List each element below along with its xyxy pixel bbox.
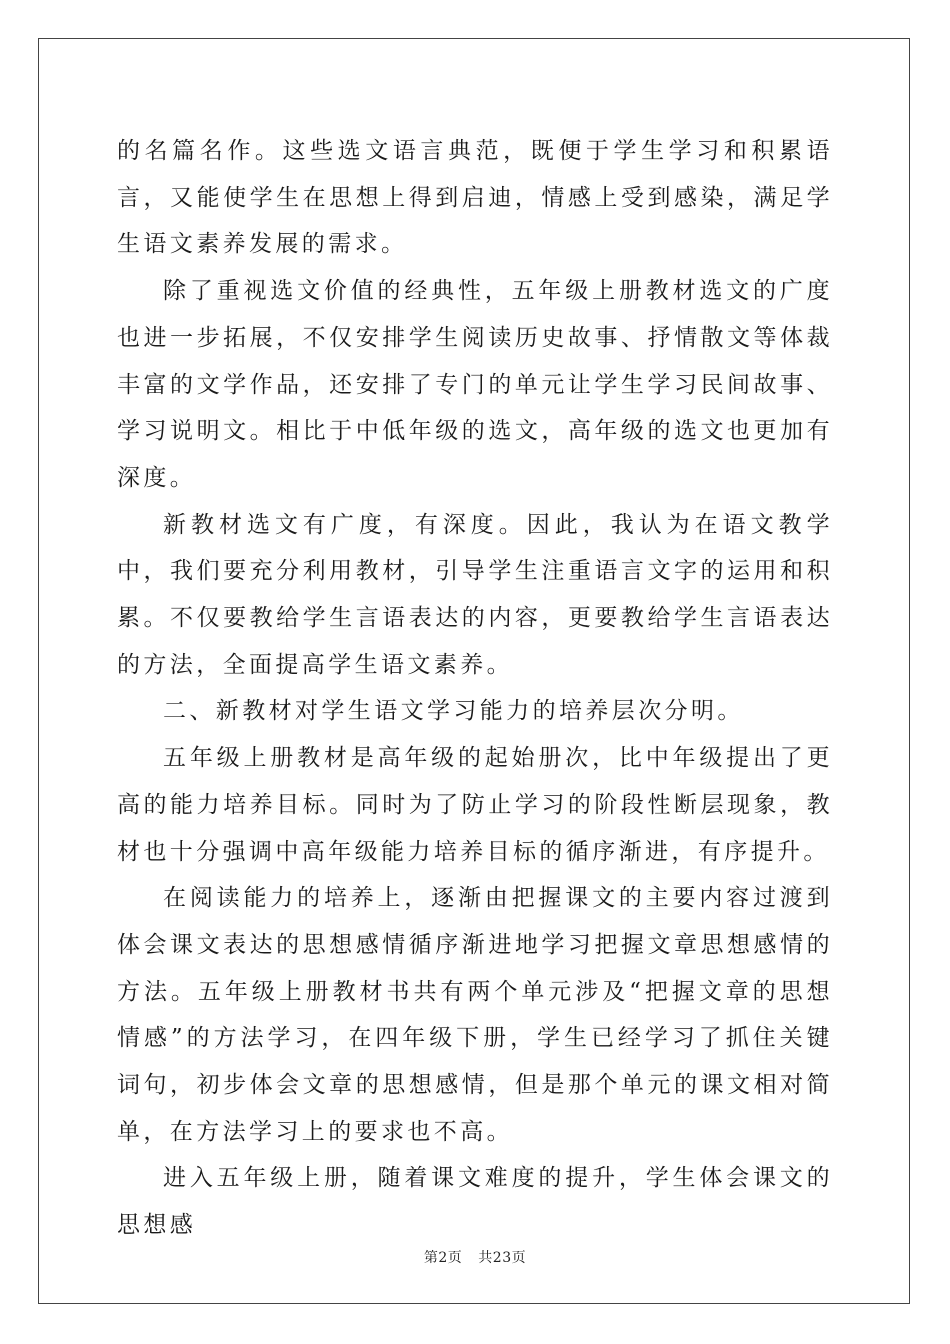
section-heading: 二、新教材对学生语文学习能力的培养层次分明。: [163, 698, 744, 725]
document-body: [117, 128, 833, 1249]
paragraph-2: 除了重视选文价值的经典性，五年级上册教材选文的广度也进一步拓展，不仅安排学生阅读历史故事、抒情散文等体裁丰富的文学作品，还安排了专门的单元让学生学习民间故事、学习说明文。相比于中低年级的选文，高年级的选文也更加有深度。: [117, 278, 833, 491]
paragraph-3: 新教材选文有广度，有深度。因此，我认为在语文教学中，我们要充分利用教材，引导学生注重语言文字的运用和积累。不仅要教给学生言语表达的内容，更要教给学生言语表达的方法，全面提高学生语文素养。: [117, 511, 833, 678]
paragraph-6: 在阅读能力的培养上，逐渐由把握课文的主要内容过渡到体会课文表达的思想感情循序渐进地学习把握文章思想感情的方法。五年级上册教材书共有两个单元涉及“把握文章的思想情感”的方法学习，在四年级下册，学生已经学习了抓住关键词句，初步体会文章的思想感情，但是那个单元的课文相对简单，在方法学习上的要求也不高。: [117, 885, 833, 1145]
page-total: 共23页: [478, 1250, 527, 1266]
page-footer: [0, 1247, 950, 1267]
page-number: 第2页: [423, 1250, 463, 1266]
paragraph-1: 的名篇名作。这些选文语言典范，既便于学生学习和积累语言，又能使学生在思想上得到启迪，情感上受到感染，满足学生语文素养发展的需求。: [117, 138, 833, 258]
paragraph-7: 进入五年级上册，随着课文难度的提升，学生体会课文的思想感: [117, 1165, 833, 1239]
paragraph-5: 五年级上册教材是高年级的起始册次，比中年级提出了更高的能力培养目标。同时为了防止学习的阶段性断层现象，教材也十分强调中高年级能力培养目标的循序渐进，有序提升。: [117, 745, 833, 865]
